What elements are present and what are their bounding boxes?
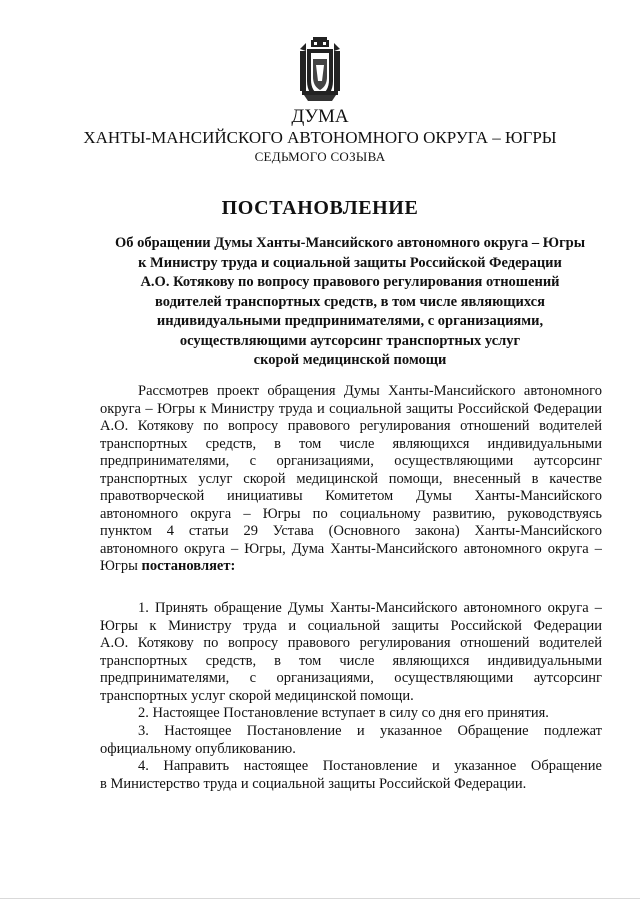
paragraph-line: округа – Югры к Министру труда и социальной защиты Российской Федерации [100,400,602,417]
paragraph-line: транспортных средств, в том числе являющихся индивидуальными [100,435,602,452]
org-name: ДУМА [291,106,349,127]
paragraph-line [100,558,602,576]
title-line: осуществляющими аутсорсинг транспортных услуг [179,332,521,349]
paragraph-line: транспортных средств, в том числе являющихся индивидуальными [100,652,602,669]
document-title [100,234,600,371]
title-line: водителей транспортных средств, в том числе являющихся [155,293,545,310]
paragraph-line: автономного округа – Югры, Дума Ханты-Мансийского автономного округа – [100,540,602,557]
paragraph-line: Югры к Министру труда и социальной защиты Российской Федерации [100,617,602,634]
paragraph-line: транспортных услуг скорой медицинской помощи. [100,687,414,704]
document-type: ПОСТАНОВЛЕНИЕ [221,197,419,219]
paragraph-line: 4. Направить настоящее Постановление и указанное Обращение [138,758,602,774]
paragraph-line: 1. Принять обращение Думы Ханты-Мансийского автономного округа – [138,600,602,616]
coat-of-arms-emblem [298,37,342,105]
paragraph-line: 3. Настоящее Постановление и указанное Обращение подлежат [138,723,602,739]
paragraph-line: Рассмотрев проект обращения Думы Ханты-Мансийского автономного [138,383,602,399]
paragraph-line: автономного округа – Югры по социальному развитию, руководствуясь [100,505,602,522]
title-line: скорой медицинской помощи [253,352,447,368]
item-4 [100,758,602,793]
paragraph-line: в Министерство труда и социальной защиты Российской Федерации. [100,775,527,792]
paragraph-line: предпринимателями, с организациями, осуществляющими аутсорсинг [100,670,602,686]
intro-last-prefix: Югры [100,558,138,574]
paragraph-line: официальному опубликованию. [100,740,296,757]
paragraph-line: 2. Настоящее Постановление вступает в силу со дня его принятия. [138,705,549,721]
intro-paragraph [100,383,602,576]
paragraph-line: предпринимателями, с организациями, осуществляющими аутсорсинг [100,453,602,469]
title-line: А.О. Котякову по вопросу правового регулирования отношений [140,274,560,290]
title-line: Об обращении Думы Ханты-Мансийского автономного округа – Югры [114,235,586,251]
title-line: к Министру труда и социальной защиты Российской Федерации [138,254,562,271]
item-3 [100,723,602,758]
convocation: СЕДЬМОГО СОЗЫВА [254,149,386,164]
item-2 [100,705,602,723]
page-bottom-edge [0,898,640,899]
paragraph-line: правотворческой инициативы Комитетом Думы Ханты-Мансийского [100,488,602,504]
paragraph-line: транспортных услуг скорой медицинской помощи, внесенный в качестве [100,470,602,487]
title-line: индивидуальными предпринимателями, с организациями, [156,313,544,329]
paragraph-line: пунктом 4 статьи 29 Устава (Основного закона) Ханты-Мансийского [100,523,602,539]
org-region: ХАНТЫ-МАНСИЙСКОГО АВТОНОМНОГО ОКРУГА – ЮГРЫ [83,128,557,147]
item-1 [100,600,602,705]
paragraph-line: А.О. Котякову по вопросу правового регулирования отношений водителей [100,635,602,651]
paragraph-line: А.О. Котякову по вопросу правового регулирования отношений водителей [100,418,602,434]
resolves-keyword: постановляет: [141,558,236,574]
